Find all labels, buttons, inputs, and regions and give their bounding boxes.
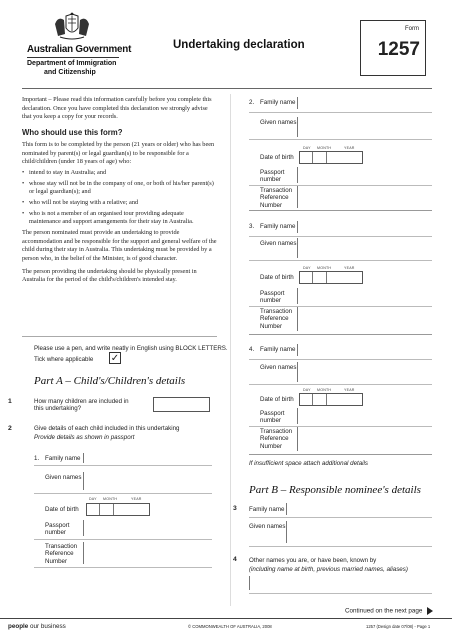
check-icon: ✓ [110,353,120,364]
year-caption: YEAR [344,388,355,392]
question-number: 3 [233,505,237,512]
design-date: 1257 (Design date 07/08) - Page 1 [366,624,431,629]
family-name-label: Family name [45,455,81,462]
copyright: © COMMONWEALTH OF AUSTRALIA, 2008 [188,624,272,629]
question-number: 1 [8,398,12,405]
child2-given-names-line[interactable] [297,117,298,137]
bullet-item: • who is not a member of an organised tour providing adequate maintenance and support arrangements for their stay in Australia. [22,210,217,227]
bullet-item: • whose stay will not be in the company of one, or both of his/her parent(s) or legal guardian(s); and [22,180,217,197]
given-names-label: Given names [249,523,286,530]
arrow-right-icon [427,607,433,615]
q3-label: Family name [249,506,285,513]
child4-passport-line[interactable] [297,408,298,424]
nominee-family-name-line[interactable] [286,503,287,515]
bullet-item: • who will not be staying with a relative; and [22,199,217,208]
q4-label: Other names you are, or have been, known by [249,557,377,564]
child1-given-names-line[interactable] [83,472,84,490]
part-a-heading: Part A – Child's/Children's details [34,375,186,387]
month-caption: MONTH [317,388,332,392]
dob-label: Date of birth [45,506,79,513]
form-number: 1257 [377,39,420,60]
child1-family-name-line[interactable] [83,453,84,463]
q1-label: How many children are included in this undertaking? [34,398,129,413]
day-caption: DAY [303,146,311,150]
presence-paragraph: The person providing the undertaking should be physically present in Australia for the period of the child's/children's intended stay. [22,267,197,284]
child2-family-name-line[interactable] [297,97,298,109]
year-caption: YEAR [344,146,355,150]
child4-trn-line[interactable] [297,427,298,451]
continued-note: Continued on the next page [345,607,433,615]
trn-label: Transaction Reference Number [260,187,293,209]
passport-label: Passport number [260,169,285,184]
q2-label: Give details of each child included in this undertaking [34,425,180,432]
child2-passport-line[interactable] [297,167,298,183]
given-names-label: Given names [260,364,297,371]
important-note: Important – Please read this information carefully before you complete this declaration. Once you have completed this declaration we strongly advise that you keep a copy for your records. [22,96,212,121]
month-caption: MONTH [317,266,332,270]
q2-sublabel: Provide details as shown in passport [34,434,135,441]
dob-label: Date of birth [260,154,294,161]
nominee-given-names-line[interactable] [286,521,287,543]
month-caption: MONTH [317,146,332,150]
who-heading: Who should use this form? [22,128,123,138]
child2-dob-input[interactable] [299,151,363,164]
family-name-label: Family name [260,99,296,106]
form-number-box [360,20,426,76]
question-number: 2 [8,425,12,432]
crest-logo [52,12,92,42]
child-number: 3. [249,223,255,230]
year-caption: YEAR [344,266,355,270]
question-number: 4 [233,556,237,563]
child1-dob-input[interactable] [86,503,150,516]
form-label: Form [405,26,419,32]
department-name: Department of Immigration and Citizenship [27,60,117,76]
child3-given-names-line[interactable] [297,238,298,258]
child3-trn-line[interactable] [297,307,298,331]
dob-label: Date of birth [260,396,294,403]
day-caption: DAY [303,388,311,392]
children-count-input[interactable] [153,397,210,412]
part-b-heading: Part B – Responsible nominee's details [249,484,421,496]
family-name-label: Family name [260,223,296,230]
day-caption: DAY [303,266,311,270]
dob-label: Date of birth [260,274,294,281]
child1-trn-line[interactable] [83,542,84,564]
child3-family-name-line[interactable] [297,221,298,233]
month-caption: MONTH [103,497,118,501]
child4-family-name-line[interactable] [297,344,298,356]
child3-dob-input[interactable] [299,271,363,284]
tick-example-box [109,352,121,364]
passport-label: Passport number [45,522,70,537]
trn-label: Transaction Reference Number [260,428,293,450]
undertaking-paragraph: The person nominated must provide an undertaking to provide accommodation and be responsible for the support and general welfare of the child during their stay in Australia. This undertaking must be provided by a person who, in the belief of the Minister, is of good character. [22,229,217,263]
passport-label: Passport number [260,410,285,425]
who-paragraph: This form is to be completed by the person (21 years or older) who has been nominated by parent(s) or legal guardian(s) to be responsible for a child/children (under 18 years of age) who: [22,140,215,166]
child2-trn-line[interactable] [297,186,298,208]
child-number: 2. [249,99,255,106]
given-names-label: Given names [45,474,82,481]
insufficient-space-note: If insufficient space attach additional details [249,460,369,467]
given-names-label: Given names [260,119,297,126]
page-title: Undertaking declaration [173,39,305,51]
intro-section [22,96,217,285]
other-names-line[interactable] [249,576,250,590]
gov-title: Australian Government [27,44,132,55]
q4-sublabel: (including name at birth, previous married names, aliases) [249,566,408,573]
trn-label: Transaction Reference Number [260,308,293,330]
brand-line: people our business [8,623,66,630]
child1-passport-line[interactable] [83,520,84,536]
child-number: 4. [249,346,255,353]
child3-passport-line[interactable] [297,288,298,304]
tick-instruction: Tick where applicable [34,356,94,363]
family-name-label: Family name [260,346,296,353]
year-caption: YEAR [131,497,142,501]
instructions-text: Please use a pen, and write neatly in English using BLOCK LETTERS. [34,345,228,352]
day-caption: DAY [89,497,97,501]
child-number: 1. [34,455,40,462]
child4-given-names-line[interactable] [297,362,298,382]
child4-dob-input[interactable] [299,393,363,406]
given-names-label: Given names [260,240,297,247]
bullet-item: • intend to stay in Australia; and [22,169,217,178]
trn-label: Transaction Reference Number [45,543,78,565]
passport-label: Passport number [260,290,285,305]
